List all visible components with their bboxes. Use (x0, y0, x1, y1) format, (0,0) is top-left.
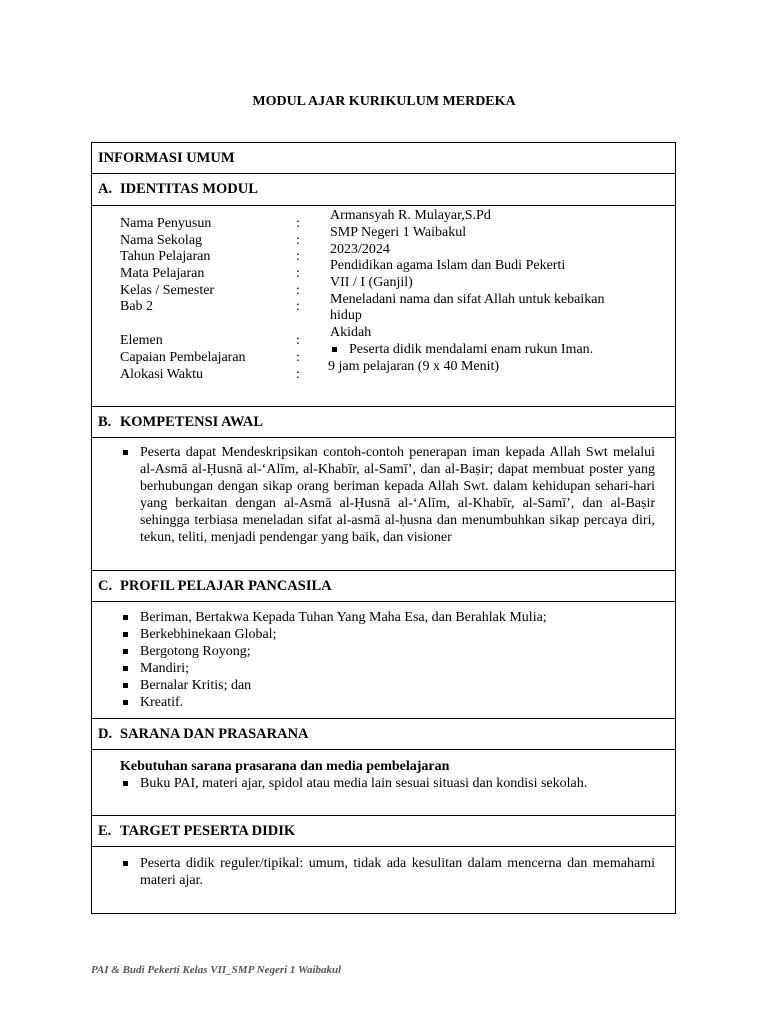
section-a-header (91, 173, 676, 206)
section-b-body (91, 437, 676, 571)
field-colon: : (296, 266, 300, 281)
page-footer: PAI & Budi Pekerti Kelas VII_SMP Negeri 1 Waibakul (91, 964, 342, 976)
section-b-title: KOMPETENSI AWAL (120, 414, 264, 430)
field-value: Armansyah R. Mulayar,S.Pd (330, 208, 491, 223)
sarana-list (120, 775, 655, 792)
section-b-header (91, 406, 676, 438)
field-label: Bab 2 (120, 299, 154, 314)
field-label: Tahun Pelajaran (120, 249, 211, 264)
field-colon: : (296, 249, 300, 264)
section-e-header (91, 815, 676, 847)
field-label: Mata Pelajaran (120, 266, 205, 281)
section-d-body (91, 749, 676, 816)
section-d-title: SARANA DAN PRASARANA (120, 726, 309, 742)
list-item: Berkebhinekaan Global; (120, 626, 655, 643)
section-e-letter: E. (98, 823, 112, 839)
section-b-letter: B. (98, 414, 112, 430)
section-d-header (91, 718, 676, 750)
profil-list (120, 609, 655, 711)
field-value: Akidah (330, 325, 372, 340)
section-a-title: IDENTITAS MODUL (120, 181, 258, 197)
field-value: SMP Negeri 1 Waibakul (330, 225, 467, 240)
section-c-title: PROFIL PELAJAR PANCASILA (120, 578, 332, 594)
capaian-list (329, 341, 593, 358)
document-title: MODUL AJAR KURIKULUM MERDEKA (252, 94, 516, 109)
section-c-body (91, 601, 676, 719)
section-e-body (91, 846, 676, 914)
field-value-continuation: hidup (330, 308, 362, 323)
section-d-heading (92, 719, 675, 749)
kompetensi-list (120, 444, 655, 546)
list-item: Buku PAI, materi ajar, spidol atau media lain sesuai situasi dan kondisi sekolah. (120, 775, 655, 792)
sarana-subheading: Kebutuhan sarana prasarana dan media pembelajaran (120, 759, 450, 774)
section-d-letter: D. (98, 726, 113, 742)
target-list (120, 855, 655, 889)
field-label: Alokasi Waktu (120, 367, 203, 382)
list-item: Peserta didik reguler/tipikal: umum, tidak ada kesulitan dalam mencerna dan memahami materi ajar. (120, 855, 655, 889)
field-label: Capaian Pembelajaran (120, 350, 246, 365)
list-item: Bergotong Royong; (120, 643, 655, 660)
field-colon: : (296, 233, 300, 248)
field-value: 2023/2024 (330, 242, 390, 257)
list-item: Peserta dapat Mendeskripsikan contoh-contoh penerapan iman kepada Allah Swt melalui al-Asmā al-Ḥusnā al-‘Alīm, al-Khabīr, al-Samī’, dan al-Baṣir; dapat membuat poster yang berhubungan dengan sikap orang beriman kepada Allah Swt. dalam kehidupan sehari-hari yang berkaitan dengan al-Asmā al-Ḥusnā al-‘Alīm, al-Khabīr, al-Samī’, dan al-Baṣir sehingga terbiasa meneladan sifat al-asmā al-ḥusna dan menumbuhkan sikap percaya diri, tekun, teliti, menjadi pendengar yang baik, dan visioner (120, 444, 655, 546)
field-label: Nama Penyusun (120, 216, 212, 231)
field-value: Pendidikan agama Islam dan Budi Pekerti (330, 258, 566, 273)
section-e-heading (92, 816, 675, 846)
field-colon: : (296, 350, 300, 365)
informasi-umum-row (91, 142, 676, 174)
section-c-heading (92, 571, 675, 601)
list-item: Kreatif. (120, 694, 655, 711)
field-colon: : (296, 216, 300, 231)
section-a-letter: A. (98, 181, 113, 197)
field-value: 9 jam pelajaran (9 x 40 Menit) (328, 359, 500, 374)
list-item: Mandiri; (120, 660, 655, 677)
field-label: Nama Sekolag (120, 233, 203, 248)
field-value: Meneladani nama dan sifat Allah untuk kebaikan (330, 292, 605, 307)
field-colon: : (296, 299, 300, 314)
field-colon: : (296, 367, 300, 382)
section-e-title: TARGET PESERTA DIDIK (120, 823, 296, 839)
section-a-heading (92, 174, 675, 204)
field-value: VII / I (Ganjil) (330, 275, 413, 290)
field-colon: : (296, 283, 300, 298)
list-item: Peserta didik mendalami enam rukun Iman. (329, 341, 593, 358)
field-label: Kelas / Semester (120, 283, 215, 298)
section-c-header (91, 570, 676, 602)
field-colon: : (296, 333, 300, 348)
section-c-letter: C. (98, 578, 113, 594)
list-item: Beriman, Bertakwa Kepada Tuhan Yang Maha Esa, dan Berahlak Mulia; (120, 609, 655, 626)
list-item: Bernalar Kritis; dan (120, 677, 655, 694)
section-b-heading (92, 407, 675, 437)
field-label: Elemen (120, 333, 163, 348)
informasi-umum-heading: INFORMASI UMUM (98, 150, 235, 166)
section-a-body (91, 205, 676, 407)
